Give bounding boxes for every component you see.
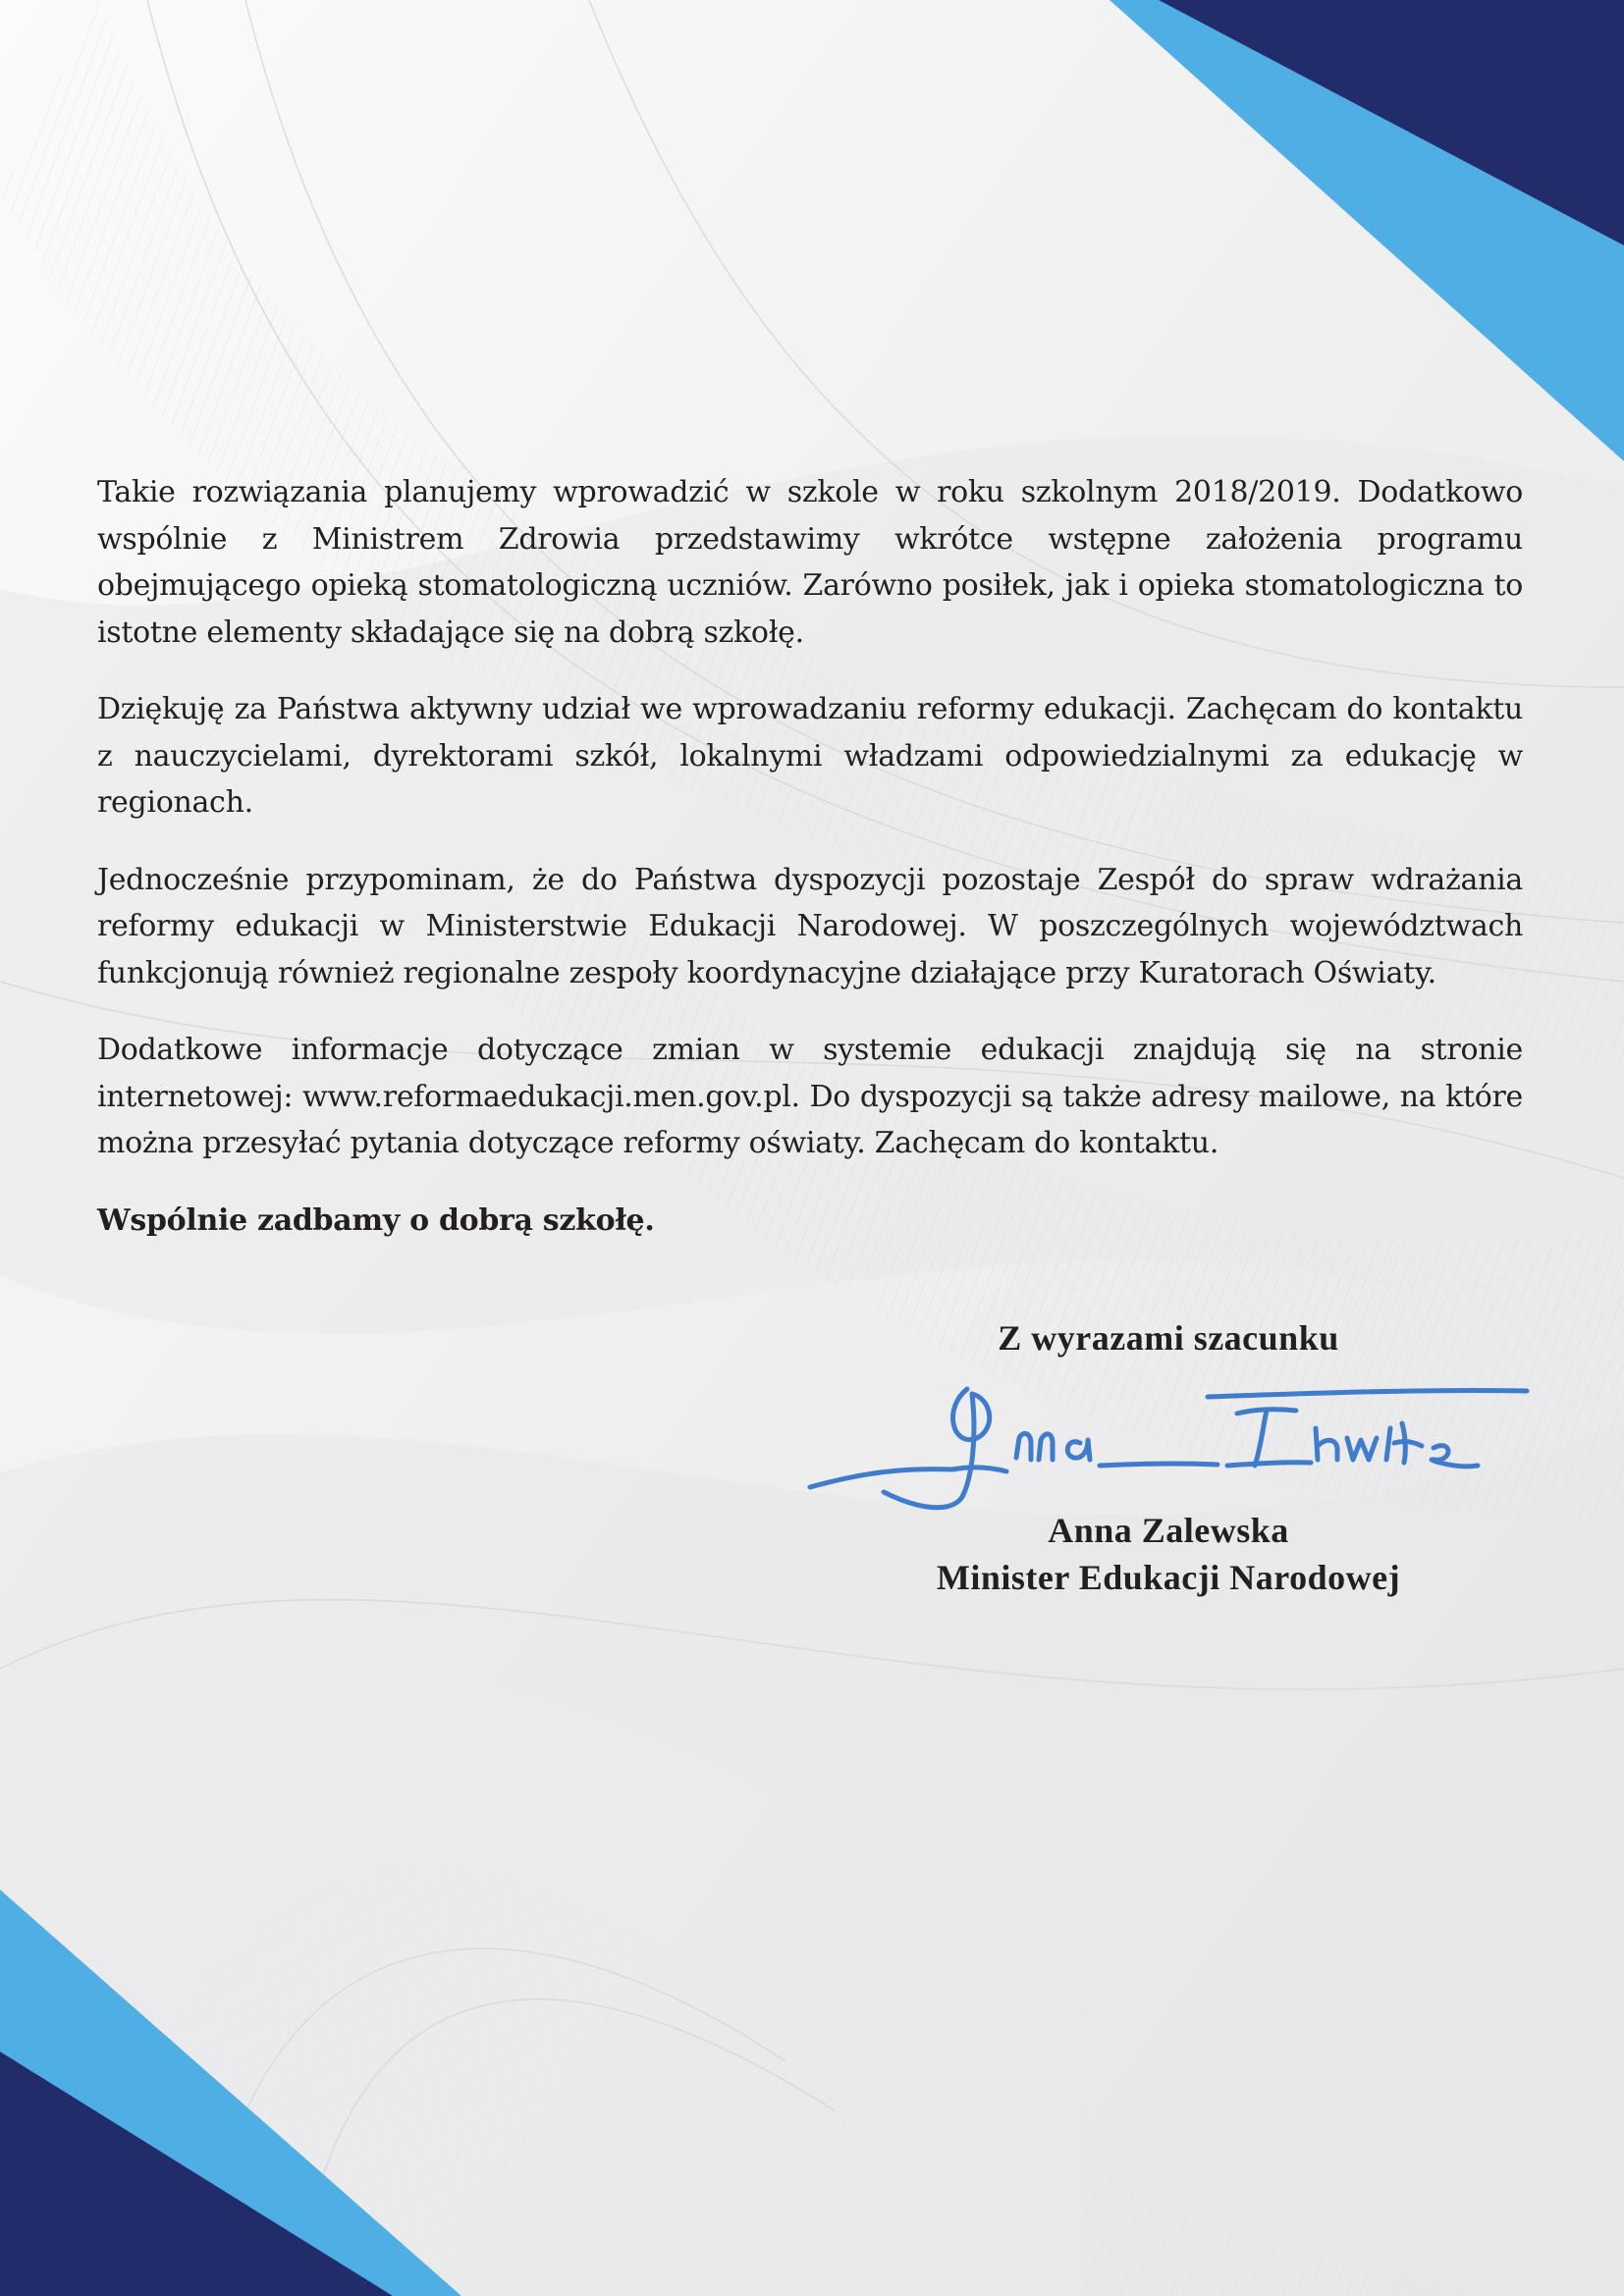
letter-body: [97, 469, 1523, 1274]
signature-block: [815, 1315, 1522, 1610]
signer-name: Anna Zalewska: [1048, 1511, 1289, 1550]
paragraph-3: Jednocześnie przypominam, że do Państwa dyspozycji pozostaje Zespół do spraw wdrażania reformy edukacji w Ministerstwie Edukacji Narodowej. W poszczególnych województwach funkcjonują również regionalne zespoły koordynacyjne działające przy Kuratorach Oświaty.: [97, 862, 1523, 990]
closing-line: Wspólnie zadbamy o dobrą szkołę.: [97, 1202, 655, 1238]
signer-title: Minister Edukacji Narodowej: [936, 1558, 1401, 1597]
regards-text: Z wyrazami szacunku: [998, 1318, 1339, 1358]
paragraph-2: Dziękuję za Państwa aktywny udział we wprowadzaniu reformy edukacji. Zachęcam do kontaktu z nauczycielami, dyrektorami szkół, lokalnymi władzami odpowiedzialnymi za edukację w regionach.: [97, 692, 1523, 820]
paragraph-1: Takie rozwiązania planujemy wprowadzić w szkole w roku szkolnym 2018/2019. Dodatkowo wspólnie z Ministrem Zdrowia przedstawimy wkrótce wstępne założenia programu obejmującego opieką stomatologiczną uczniów. Zarówno posiłek, jak i opieka stomatologiczna to istotne elementy składające się na dobrą szkołę.: [97, 475, 1523, 650]
handwritten-signature: [805, 1369, 1532, 1517]
paragraph-4: Dodatkowe informacje dotyczące zmian w systemie edukacji znajdują się na stronie internetowej: www.reformaedukacji.men.gov.pl. Do dyspozycji są także adresy mailowe, na które można przesyłać pytania dotyczące reformy oświaty. Zachęcam do kontaktu.: [97, 1033, 1523, 1160]
